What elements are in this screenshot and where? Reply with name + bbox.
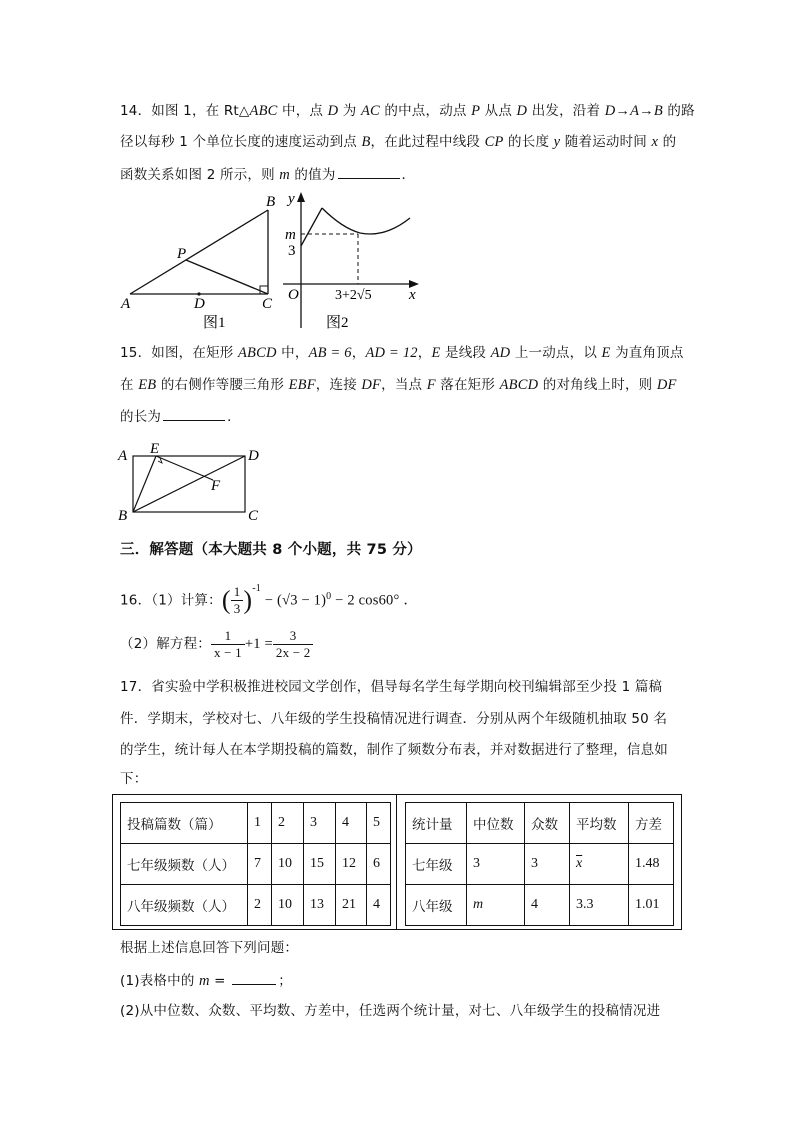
- text: ，: [351, 345, 366, 361]
- table-cell: 1: [248, 803, 272, 844]
- label-a: A: [121, 296, 131, 312]
- math-var: B: [361, 134, 371, 150]
- exponent: -1: [252, 583, 261, 594]
- table-cell: 6: [367, 844, 391, 885]
- label-c: C: [262, 296, 273, 312]
- graph-curve: [322, 208, 410, 234]
- numerator: 3: [273, 628, 314, 645]
- table-row: [406, 844, 674, 885]
- label-e: E: [150, 441, 160, 457]
- fraction-one-third: [231, 584, 244, 617]
- table-cell: 12: [336, 844, 367, 885]
- table-row: [406, 803, 674, 844]
- segment-ef: [156, 456, 213, 480]
- math-var: CP: [484, 134, 504, 150]
- text: 随着运动时间: [560, 134, 652, 150]
- numerator: 1: [211, 628, 245, 645]
- table-row: [406, 885, 674, 926]
- label-b: B: [266, 194, 276, 210]
- table-cell: 3: [525, 844, 570, 885]
- table-cell: 15: [304, 844, 336, 885]
- label-m: m: [285, 227, 296, 243]
- q14-figure-1: [115, 188, 285, 333]
- text: ．: [227, 409, 241, 425]
- table-cell: 10: [272, 844, 304, 885]
- text: 从点: [480, 103, 517, 119]
- diagonal-bd: [133, 456, 245, 512]
- table-cell: 平均数: [570, 803, 629, 844]
- math-var: AD: [490, 345, 511, 361]
- text: ，: [417, 345, 432, 361]
- math-var: E: [601, 345, 611, 361]
- table-cell: 21: [336, 885, 367, 926]
- text: ．: [401, 167, 416, 183]
- denominator: x − 1: [214, 644, 242, 660]
- y-arrow: [297, 192, 305, 202]
- label-a: A: [118, 448, 128, 464]
- table-cell: 3.3: [570, 885, 629, 926]
- text: 的值为: [289, 167, 336, 183]
- table-cell: 1.48: [629, 844, 674, 885]
- text: 的中点，动点: [379, 103, 472, 119]
- math-var: D: [516, 103, 528, 119]
- math-var: E: [431, 345, 441, 361]
- table-cell: 13: [304, 885, 336, 926]
- exponent: 0: [326, 591, 332, 602]
- text: (1)表格中的: [120, 973, 200, 989]
- math-var: D: [327, 103, 339, 119]
- q15-line-1: [120, 343, 684, 363]
- answer-blank[interactable]: [163, 406, 225, 421]
- table-cell: 八年级频数（人）: [121, 885, 248, 926]
- math-expr: − 2 cos60° ．: [331, 592, 419, 609]
- table-cell: 4: [336, 803, 367, 844]
- q16-part-1: 16．（1）计算：( $\frac{1}{3}$ )$^{-1} - (√3 - 1)^0 - 2$ cos60° ．: [120, 583, 419, 616]
- q17-prompt: 根据上述信息回答下列问题：: [120, 940, 299, 956]
- q17-line-3: 的学生，统计每人在本学期投稿的篇数，制作了频数分布表，并对数据进行了整理，信息如: [120, 742, 668, 758]
- table-row: [121, 885, 391, 926]
- text: 16．（1）计算：: [120, 592, 222, 609]
- q17-line-2: 件．学期末，学校对七、八年级的学生投稿情况进行调查．分别从两个年级随机抽取 50 名: [120, 711, 668, 727]
- table-cell: 4: [367, 885, 391, 926]
- table-cell: 七年级频数（人）: [121, 844, 248, 885]
- math-expr: AB = 6: [308, 345, 352, 361]
- segment-be: [133, 456, 156, 512]
- q14-line-2: [120, 132, 676, 152]
- math-var: EBF: [288, 377, 316, 393]
- text: ，连接: [315, 377, 362, 393]
- q17-sub-2: (2)从中位数、众数、平均数、方差中，任选两个统计量，对七、八年级学生的投稿情况进: [120, 1003, 661, 1019]
- text: 的: [658, 134, 677, 150]
- table-cell: 统计量: [406, 803, 467, 844]
- side-ab: [130, 210, 268, 294]
- q17-line-4: 下：: [120, 771, 148, 787]
- figure-2-caption: 图2: [326, 315, 349, 331]
- math-var: F: [426, 377, 436, 393]
- text: 落在矩形: [435, 377, 500, 393]
- denominator: 3: [233, 601, 241, 616]
- math-expr: AD = 12: [365, 345, 418, 361]
- label-x: x: [409, 287, 416, 303]
- table-cell: 投稿篇数（篇）: [121, 803, 248, 844]
- q17-line-1: 17．省实验中学积极推进校园文学创作，倡导每名学生每学期向校刊编辑部至少投 1 篇稿: [120, 679, 663, 695]
- text: 在: [120, 377, 139, 393]
- q15-line-2: [120, 375, 677, 395]
- fraction-left: [211, 628, 245, 661]
- q17-sub-1: [120, 970, 292, 991]
- label-o: O: [288, 287, 299, 303]
- math-var: AC: [360, 103, 380, 119]
- q16-part-2: [120, 627, 313, 661]
- table-cell: 众数: [525, 803, 570, 844]
- text: =: [209, 973, 231, 989]
- math-var: m: [279, 167, 290, 183]
- frequency-table: [120, 802, 391, 926]
- text: 为直角顶点: [610, 345, 684, 361]
- table-cell-mean-x: $\overline{x}$: [570, 844, 629, 885]
- table-cell: 5: [367, 803, 391, 844]
- math-var: EB: [138, 377, 157, 393]
- table-cell: 3: [304, 803, 336, 844]
- text: ，当点: [381, 377, 427, 393]
- label-y: y: [288, 191, 295, 207]
- text: 的长度: [503, 134, 554, 150]
- math-var: D→A→B: [604, 103, 663, 119]
- math-var: ABCD: [499, 377, 539, 393]
- math-var: m: [199, 973, 210, 989]
- math-var: ABC: [249, 103, 278, 119]
- answer-blank[interactable]: [338, 164, 400, 179]
- denominator: 2x − 2: [275, 644, 311, 660]
- text: 径以每秒 1 个单位长度的速度运动到点: [120, 134, 362, 150]
- text: 是线段: [440, 345, 491, 361]
- table-cell: 2: [272, 803, 304, 844]
- table-cell-m: m: [467, 885, 525, 926]
- table-row: [121, 844, 391, 885]
- q14-number: 14．: [120, 103, 152, 119]
- text: 如图 1，在 Rt△: [151, 103, 250, 119]
- math-expr: +1 =: [244, 636, 273, 652]
- label-x-value: 3+2√5: [335, 288, 372, 303]
- table-cell: 方差: [629, 803, 674, 844]
- table-cell: 10: [272, 885, 304, 926]
- figure-1-caption: 图1: [203, 315, 226, 331]
- statistics-table: [405, 802, 674, 926]
- label-d: D: [248, 448, 259, 464]
- text: 中，点: [277, 103, 328, 119]
- text: 中，: [276, 345, 309, 361]
- tables-divider: [396, 794, 397, 930]
- math-var: ABCD: [237, 345, 277, 361]
- label-b: B: [118, 508, 128, 524]
- text: ；: [278, 973, 292, 989]
- label-d: D: [194, 296, 205, 312]
- text: ，在此过程中线段: [370, 134, 485, 150]
- label-3: 3: [288, 243, 296, 259]
- segment-cp: [186, 260, 268, 294]
- q14-line-1: [120, 101, 695, 121]
- numerator: 1: [231, 584, 244, 601]
- text: 的路: [662, 103, 695, 119]
- text: 的右侧作等腰三角形: [156, 377, 289, 393]
- table-cell: 1.01: [629, 885, 674, 926]
- math-expr: − (√3 − 1): [260, 592, 327, 609]
- label-c: C: [248, 508, 259, 524]
- table-cell: 七年级: [406, 844, 467, 885]
- graph-rising: [301, 208, 322, 246]
- math-var: DF: [361, 377, 382, 393]
- table-row: [121, 803, 391, 844]
- section-3-heading: 三．解答题（本大题共 8 个小题，共 75 分）: [120, 542, 422, 558]
- text: 出发，沿着: [527, 103, 605, 119]
- label-f: F: [211, 478, 221, 494]
- label-p: P: [177, 246, 187, 262]
- text: 的长为: [120, 409, 162, 425]
- q14-line-3: [120, 164, 415, 185]
- table-cell: 3: [467, 844, 525, 885]
- q15-line-3: [120, 406, 241, 427]
- fraction-right: [273, 628, 314, 661]
- table-cell: 7: [248, 844, 272, 885]
- text: 为: [338, 103, 361, 119]
- math-var: P: [471, 103, 481, 119]
- math-var: y: [553, 134, 561, 150]
- table-cell: 2: [248, 885, 272, 926]
- text: 上一动点，以: [510, 345, 602, 361]
- answer-blank[interactable]: [232, 970, 276, 985]
- text: 函数关系如图 2 所示，则: [120, 167, 280, 183]
- text: （2）解方程：: [120, 636, 211, 652]
- table-cell: 八年级: [406, 885, 467, 926]
- table-cell: 中位数: [467, 803, 525, 844]
- text: 15．如图，在矩形: [120, 345, 238, 361]
- table-cell: 4: [525, 885, 570, 926]
- math-var: DF: [656, 377, 677, 393]
- q15-figure: [115, 438, 275, 524]
- q14-figure-2: [280, 188, 425, 333]
- text: 的对角线上时，则: [538, 377, 657, 393]
- math-var: x: [651, 134, 659, 150]
